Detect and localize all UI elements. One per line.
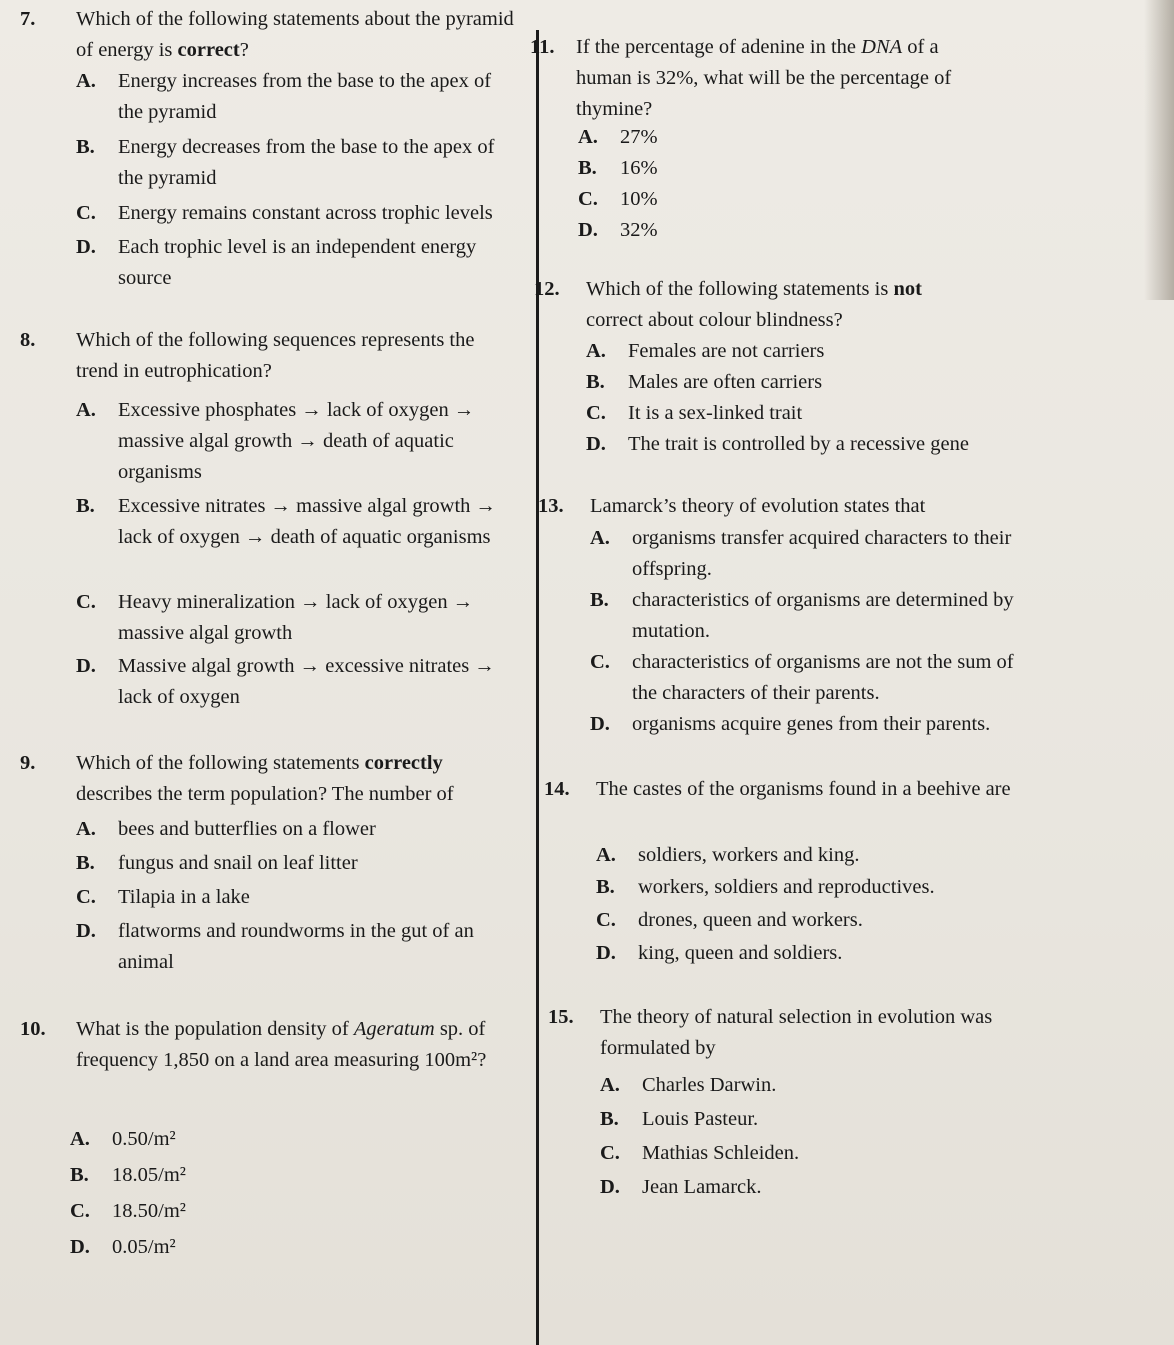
question-text: Which of the following statements about the pyramid of energy is correct? <box>76 8 514 61</box>
question-number: 15. <box>548 1006 574 1028</box>
column-divider <box>536 30 539 1345</box>
question-text: The castes of the organisms found in a beehive are <box>596 778 1011 800</box>
question-number: 12. <box>534 278 560 300</box>
question-number: 7. <box>20 8 36 30</box>
question-text: Which of the following statements correctly describes the term population? The number of <box>76 752 454 805</box>
question-number: 14. <box>544 778 570 800</box>
question-text: What is the population density of Ageratum sp. of frequency 1,850 on a land area measuring 100m²? <box>76 1018 487 1071</box>
question-number: 13. <box>538 495 564 517</box>
question-text: Which of the following statements is not correct about colour blindness? <box>586 278 922 331</box>
page-edge-shadow <box>1144 0 1174 300</box>
question-number: 9. <box>20 752 36 774</box>
question-number: 10. <box>20 1018 46 1040</box>
question-number: 8. <box>20 329 36 351</box>
question-text: The theory of natural selection in evolution was formulated by <box>600 1006 993 1059</box>
question-text: If the percentage of adenine in the DNA of a human is 32%, what will be the percentage of thymine? <box>576 36 952 120</box>
question-text: Lamarck’s theory of evolution states that <box>590 495 926 517</box>
question-text: Which of the following sequences represents the trend in eutrophication? <box>76 329 475 382</box>
question-number: 11. <box>530 36 555 58</box>
exam-page: 7. Which of the following statements about the pyramid of energy is correct? A. Energy increases from the base to the apex of the pyramid B. Energy decreases from the base to the apex of the pyramid C. Energy remains constant across trophic levels D. Each trophic level is an independent energy source 8. Which of the following sequences represents the trend in eutrophication? A. Excessive phosphates → lack of oxygen → massive algal growth → death of aquatic organisms B. Excessive nitrates → massive algal growth → lack of oxygen → death of aquatic organisms C. Heavy mineralization → lack of oxygen → massive algal growth D. Massive algal growth → excessive nitrates → lack of oxygen 9. Which of the following statements correctly describes the term population? The number of A. bees and butterflies on a flower B. fungus and snail on leaf litter C. Tilapia in a lake D. flatworms and roundworms in the gut of an animal 10. What is the population density of Ageratum sp. of frequency 1,850 on a land area measuring 100m²? A. 0.50/m² B. 18.05/m² C. 18.50/m² D. 0.05/m² 11. If the percentage of adenine in the DNA of a human is 32%, what will be the percentage of thymine? A. 27% B. 16% C. 10% D. 32% 12. Which of the following statements is not correct about colour blindness? A. Females are not carriers B. Males are often carriers C. It is a sex-linked trait D. The trait is controlled by a recessive gene 13. Lamarck’s theory of evolution states that A. organisms transfer acquired characters to their offspring. B. characteristics of organisms are determined by mutation. C. characteristics of organisms are not the sum of the characters of their parents. D. organisms acquire genes from their parents. 14. The castes of the organisms found in a beehive are A. soldiers, workers and king. B. workers, soldiers and reproductives. C. drones, queen and workers. D. king, queen and soldiers. 15. The theory of natural selection in evolution was formulated by A. Charles Darwin. B. Louis Pasteur. C. Mathias Schleiden. D. Jean Lamarck. <box>0 0 1174 1345</box>
